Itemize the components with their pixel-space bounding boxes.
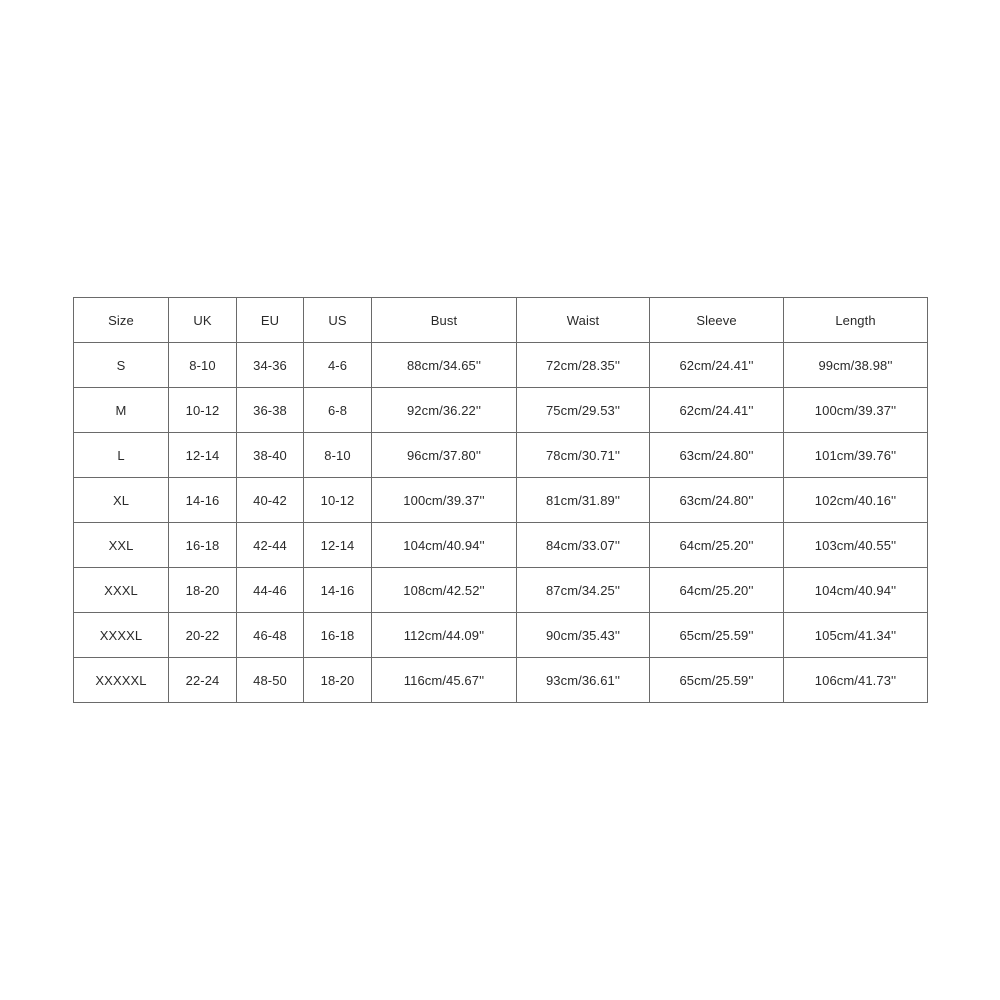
cell-waist: 78cm/30.71'' (517, 433, 650, 478)
cell-waist: 81cm/31.89'' (517, 478, 650, 523)
cell-waist: 84cm/33.07'' (517, 523, 650, 568)
cell-eu: 46-48 (237, 613, 304, 658)
cell-size: S (74, 343, 169, 388)
table-row (74, 613, 928, 658)
cell-uk: 10-12 (169, 388, 237, 433)
table-row (74, 343, 928, 388)
cell-us: 12-14 (304, 523, 372, 568)
cell-eu: 34-36 (237, 343, 304, 388)
header-eu: EU (237, 298, 304, 343)
cell-us: 4-6 (304, 343, 372, 388)
cell-length: 103cm/40.55'' (784, 523, 928, 568)
table-row (74, 658, 928, 703)
cell-sleeve: 63cm/24.80'' (650, 478, 784, 523)
header-us: US (304, 298, 372, 343)
cell-length: 102cm/40.16'' (784, 478, 928, 523)
cell-size: XL (74, 478, 169, 523)
cell-size: XXXL (74, 568, 169, 613)
cell-sleeve: 62cm/24.41'' (650, 388, 784, 433)
cell-sleeve: 63cm/24.80'' (650, 433, 784, 478)
cell-waist: 93cm/36.61'' (517, 658, 650, 703)
table-row (74, 523, 928, 568)
cell-uk: 12-14 (169, 433, 237, 478)
cell-eu: 40-42 (237, 478, 304, 523)
cell-bust: 116cm/45.67'' (372, 658, 517, 703)
cell-length: 105cm/41.34'' (784, 613, 928, 658)
cell-sleeve: 64cm/25.20'' (650, 523, 784, 568)
cell-waist: 72cm/28.35'' (517, 343, 650, 388)
cell-uk: 14-16 (169, 478, 237, 523)
table-row (74, 478, 928, 523)
cell-us: 18-20 (304, 658, 372, 703)
cell-size: XXXXL (74, 613, 169, 658)
cell-bust: 100cm/39.37'' (372, 478, 517, 523)
cell-uk: 16-18 (169, 523, 237, 568)
header-row (74, 298, 928, 343)
size-chart-table (73, 297, 928, 703)
cell-bust: 88cm/34.65'' (372, 343, 517, 388)
cell-bust: 96cm/37.80'' (372, 433, 517, 478)
cell-size: XXL (74, 523, 169, 568)
cell-us: 14-16 (304, 568, 372, 613)
header-uk: UK (169, 298, 237, 343)
cell-size: M (74, 388, 169, 433)
header-length: Length (784, 298, 928, 343)
cell-bust: 92cm/36.22'' (372, 388, 517, 433)
cell-us: 10-12 (304, 478, 372, 523)
table-row (74, 433, 928, 478)
cell-us: 8-10 (304, 433, 372, 478)
table-row (74, 388, 928, 433)
cell-waist: 90cm/35.43'' (517, 613, 650, 658)
cell-eu: 38-40 (237, 433, 304, 478)
cell-eu: 36-38 (237, 388, 304, 433)
cell-size: L (74, 433, 169, 478)
cell-length: 104cm/40.94'' (784, 568, 928, 613)
cell-uk: 20-22 (169, 613, 237, 658)
header-bust: Bust (372, 298, 517, 343)
cell-us: 16-18 (304, 613, 372, 658)
cell-waist: 87cm/34.25'' (517, 568, 650, 613)
cell-length: 99cm/38.98'' (784, 343, 928, 388)
cell-sleeve: 65cm/25.59'' (650, 658, 784, 703)
cell-sleeve: 64cm/25.20'' (650, 568, 784, 613)
cell-eu: 48-50 (237, 658, 304, 703)
cell-us: 6-8 (304, 388, 372, 433)
cell-eu: 42-44 (237, 523, 304, 568)
cell-size: XXXXXL (74, 658, 169, 703)
header-waist: Waist (517, 298, 650, 343)
cell-uk: 22-24 (169, 658, 237, 703)
cell-length: 106cm/41.73'' (784, 658, 928, 703)
cell-uk: 8-10 (169, 343, 237, 388)
header-size: Size (74, 298, 169, 343)
cell-waist: 75cm/29.53'' (517, 388, 650, 433)
cell-bust: 112cm/44.09'' (372, 613, 517, 658)
cell-length: 100cm/39.37'' (784, 388, 928, 433)
cell-bust: 108cm/42.52'' (372, 568, 517, 613)
cell-eu: 44-46 (237, 568, 304, 613)
table-row (74, 568, 928, 613)
cell-sleeve: 65cm/25.59'' (650, 613, 784, 658)
cell-uk: 18-20 (169, 568, 237, 613)
cell-sleeve: 62cm/24.41'' (650, 343, 784, 388)
cell-bust: 104cm/40.94'' (372, 523, 517, 568)
header-sleeve: Sleeve (650, 298, 784, 343)
cell-length: 101cm/39.76'' (784, 433, 928, 478)
